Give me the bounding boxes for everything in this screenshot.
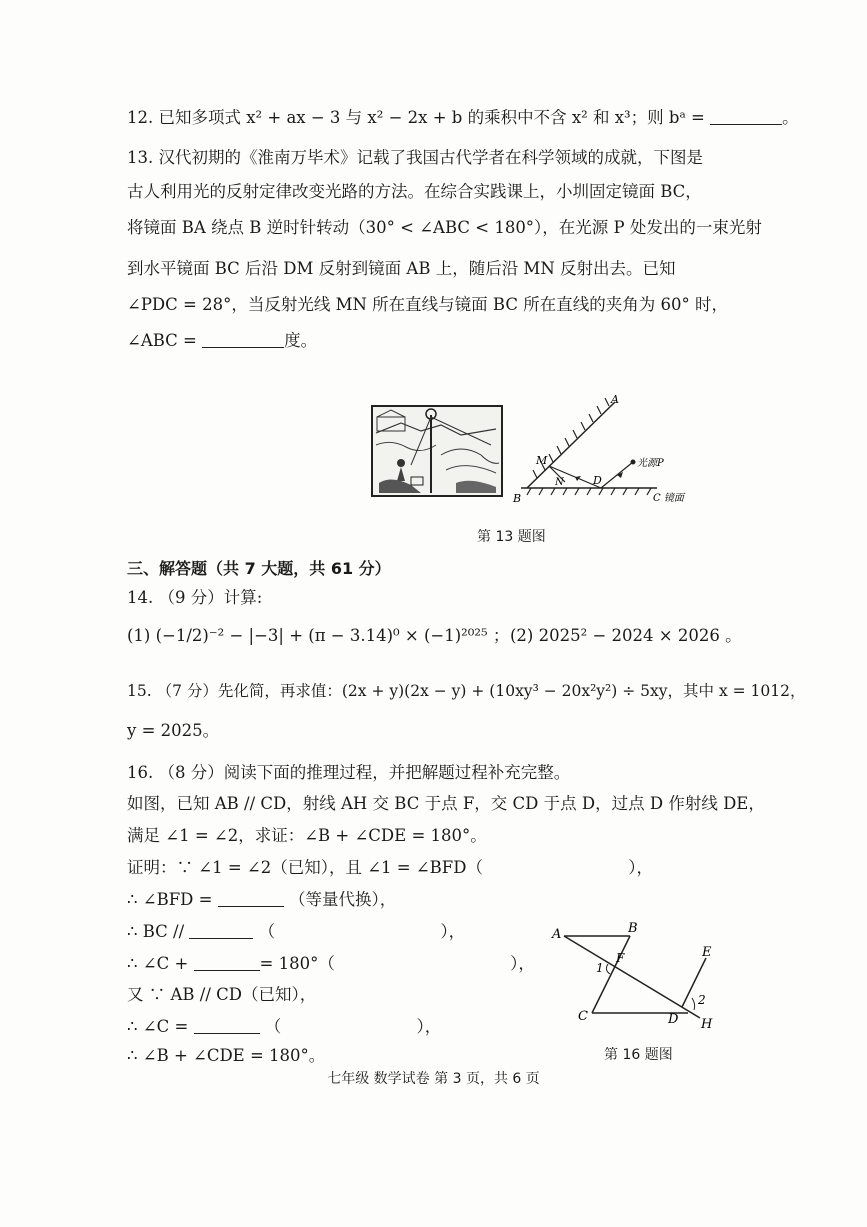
proof-step-5: 又 ∵ AB // CD（已知）， (127, 985, 317, 1004)
reason-blank[interactable] (287, 1018, 417, 1034)
answer-suffix: 度。 (284, 331, 318, 350)
proof-step-6-open: （ (264, 1017, 282, 1036)
question-15-line-2: y = 2025。 (127, 721, 220, 740)
answer-blank[interactable] (194, 1017, 260, 1034)
proof-step-1-text: 证明：∵ ∠1 = ∠2（已知），且 ∠1 = ∠BFD（ (127, 858, 483, 877)
label-M: M (536, 454, 548, 467)
proof-step-3-close: ）， (440, 922, 466, 941)
reason-blank[interactable] (488, 859, 628, 875)
figure-13-caption: 第 13 题图 (477, 529, 546, 545)
proof-step-2-text: ∴ ∠BFD = (127, 890, 213, 909)
proof-step-6-close: ）， (416, 1017, 442, 1036)
angle-2-label: 2 (698, 993, 706, 1007)
question-13-line-3: 将镜面 BA 绕点 B 逆时针转动（30° < ∠ABC < 180°），在光源 P 处发出的一束光射 (127, 218, 762, 237)
question-13-line-4: 到水平镜面 BC 后沿 DM 反射到镜面 AB 上，随后沿 MN 反射出去。已知 (127, 259, 676, 278)
proof-step-2 (127, 889, 737, 911)
figure-16-caption: 第 16 题图 (604, 1047, 673, 1063)
section-3-heading: 三、解答题（共 7 大题，共 61 分） (127, 559, 391, 578)
answer-prefix: ∠ABC = (127, 331, 197, 350)
question-13-line-2: 古人利用光的反射定律改变光路的方法。在综合实践课上，小圳固定镜面 BC， (127, 182, 702, 201)
geometry-figure-16 (548, 918, 726, 1036)
proof-step-3-open: （ (258, 922, 276, 941)
label-F: F (616, 951, 625, 965)
question-13-line-1: 13. 汉代初期的《淮南万毕术》记载了我国古代学者在科学领域的成就，下图是 (127, 148, 703, 167)
proof-step-6-text: ∴ ∠C = (127, 1017, 189, 1036)
label-D: D (668, 1012, 679, 1027)
answer-blank[interactable] (194, 954, 260, 971)
label-N: N (555, 477, 564, 488)
proof-step-4-mid: = 180°（ (259, 954, 335, 973)
question-16-title: 16. （8 分）阅读下面的推理过程，并把解题过程补充完整。 (127, 763, 571, 782)
question-14-part-2: (2) 2025² − 2024 × 2026 。 (510, 626, 742, 645)
proof-step-4-text: ∴ ∠C + (127, 954, 189, 973)
proof-step-7: ∴ ∠B + ∠CDE = 180°。 (127, 1046, 326, 1065)
reason-blank[interactable] (280, 923, 440, 939)
question-14-part-1: (1) (−1/2)⁻² − |−3| + (π − 3.14)⁰ × (−1)²⁰²⁵ ； (127, 626, 510, 645)
answer-blank[interactable] (189, 922, 253, 939)
answer-blank[interactable] (202, 331, 284, 348)
answer-blank[interactable] (710, 108, 782, 125)
question-12 (127, 107, 799, 129)
question-13-line-5: ∠PDC = 28°，当反射光线 MN 所在直线与镜面 BC 所在直线的夹角为 60° 时， (127, 295, 728, 314)
label-A: A (552, 927, 562, 942)
answer-blank[interactable] (218, 890, 284, 907)
proof-step-1-end: ）， (628, 858, 653, 877)
proof-step-3-text: ∴ BC // (127, 922, 185, 941)
reason-blank[interactable] (340, 955, 510, 971)
question-14-title: 14. （9 分）计算: (127, 588, 263, 607)
proof-step-2-reason: （等量代换）， (288, 890, 397, 909)
question-16-line-1: 如图，已知 AB // CD，射线 AH 交 BC 于点 F，交 CD 于点 D，过点 D 作射线 DE， (127, 794, 765, 813)
label-B: B (628, 921, 638, 936)
page-footer: 七年级 数学试卷 第 3 页，共 6 页 (327, 1071, 540, 1087)
mirror-diagram (507, 392, 697, 504)
label-H: H (701, 1017, 713, 1032)
question-15-line-1: 15. （7 分）先化简，再求值：(2x + y)(2x − y) + (10xy³ − 20x²y²) ÷ 5xy，其中 x = 1012， (127, 682, 806, 700)
angle-1-label: 1 (596, 961, 604, 975)
question-16-line-2: 满足 ∠1 = ∠2，求证：∠B + ∠CDE = 180°。 (127, 826, 487, 845)
question-12-text: 12. 已知多项式 x² + ax − 3 与 x² − 2x + b 的乘积中不含 x² 和 x³；则 bᵃ = (127, 108, 705, 127)
label-C: C (578, 1009, 588, 1024)
label-B: B (513, 492, 522, 504)
proof-step-1 (127, 857, 737, 879)
label-P: 光源P (637, 458, 664, 469)
label-C: C 镜面 (653, 493, 684, 504)
question-12-end: 。 (782, 108, 799, 127)
label-A: A (611, 393, 619, 406)
question-13-answer (127, 330, 737, 352)
label-E: E (702, 945, 712, 960)
proof-step-4-close: ）， (510, 954, 535, 973)
ancient-illustration (371, 405, 503, 497)
label-D: D (593, 474, 602, 487)
